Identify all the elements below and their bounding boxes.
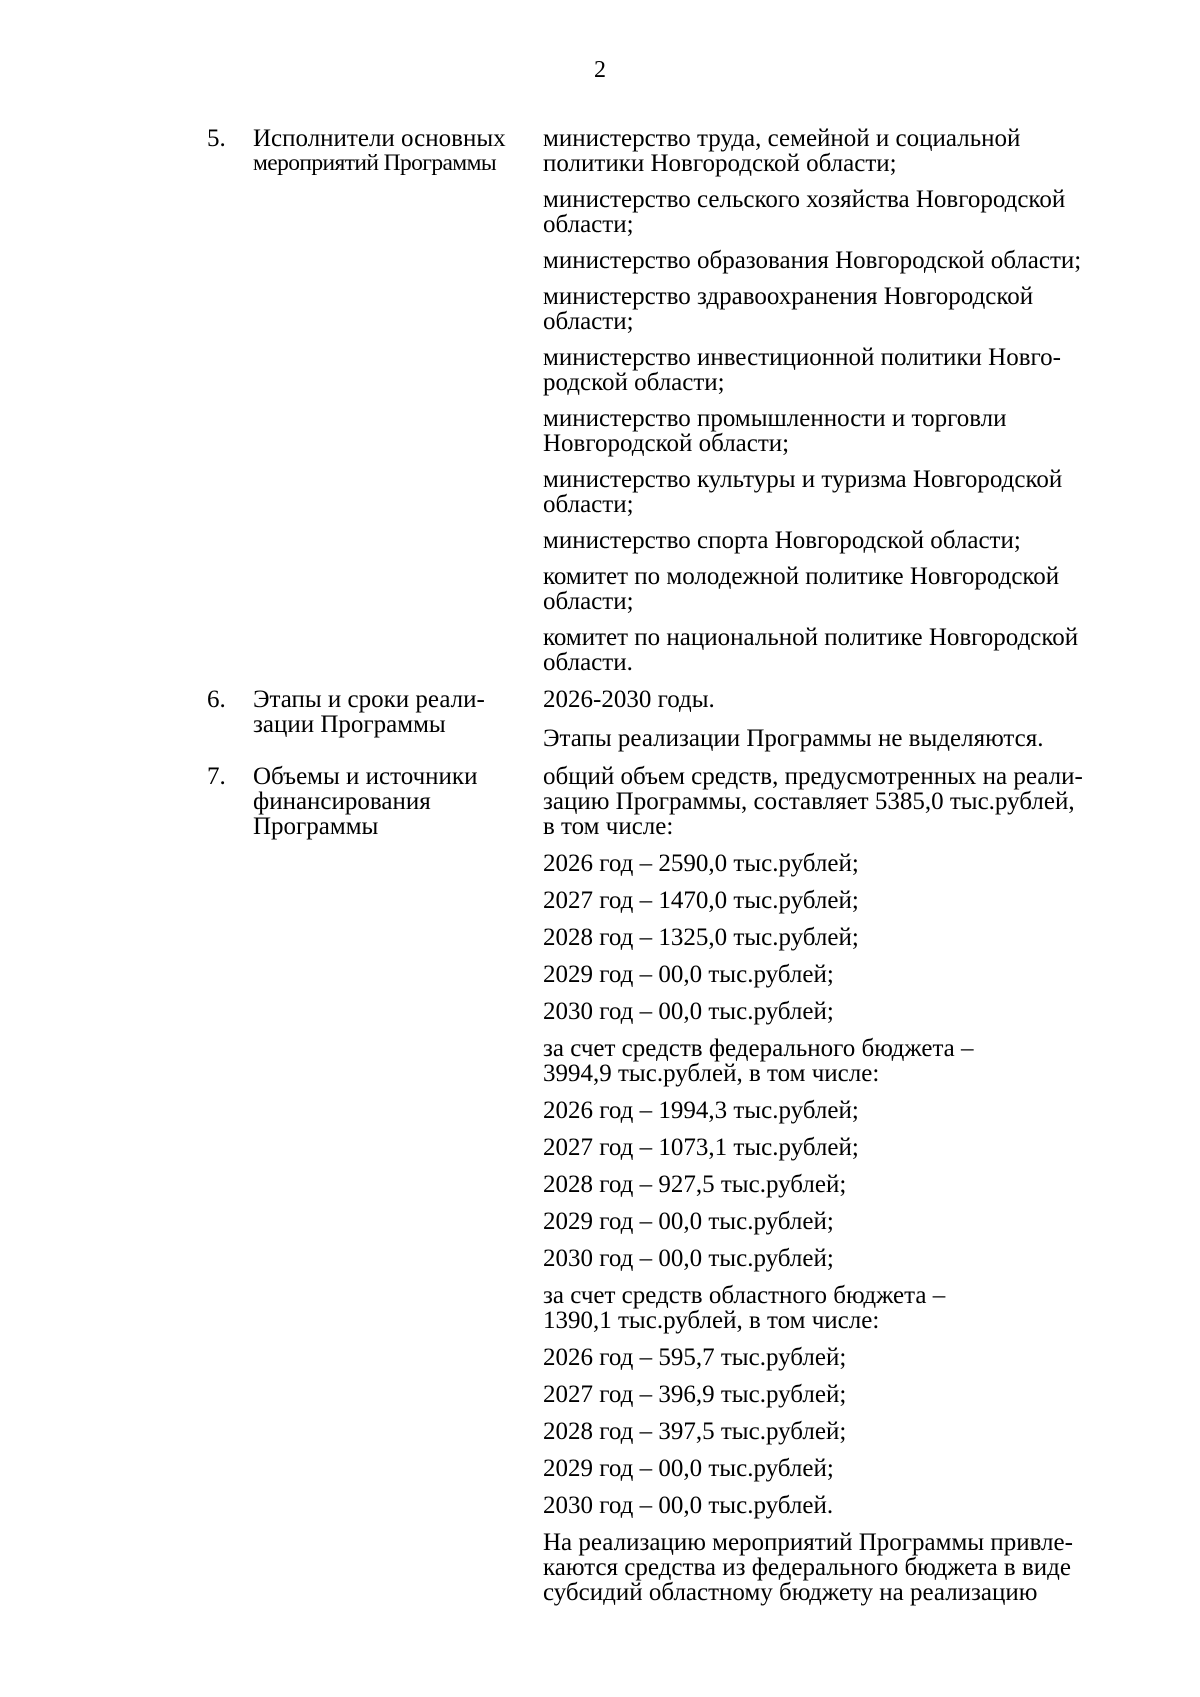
paragraph: [543, 999, 1143, 1024]
row-label-line: Программы: [253, 813, 379, 840]
paragraph: [543, 528, 1143, 553]
paragraph: [543, 406, 1143, 456]
paragraph: [543, 564, 1143, 614]
row-label-line: зации Программы: [253, 711, 446, 738]
paragraph: [543, 888, 1143, 913]
text-line: 2030 год – 00,0 тыс.рублей;: [543, 1245, 834, 1272]
text-line: 2030 год – 00,0 тыс.рублей;: [543, 998, 834, 1025]
paragraph: [543, 726, 1143, 751]
paragraph: [543, 625, 1143, 675]
row-number: 7.: [207, 763, 226, 790]
paragraph: [543, 284, 1143, 334]
text-line: 2029 год – 00,0 тыс.рублей;: [543, 1455, 834, 1482]
text-line: комитет по молодежной политике Новгородской: [543, 563, 1060, 590]
text-line: комитет по национальной политике Новгородской: [543, 624, 1079, 651]
text-line: общий объем средств, предусмотренных на реали-: [543, 763, 1083, 790]
text-line: 2028 год – 397,5 тыс.рублей;: [543, 1418, 847, 1445]
paragraph: [543, 248, 1143, 273]
row-label-line: мероприятий Программы: [253, 150, 497, 176]
paragraph: [543, 764, 1143, 839]
text-line: зацию Программы, составляет 5385,0 тыс.рублей,: [543, 788, 1075, 815]
paragraph: [543, 962, 1143, 987]
paragraph: [543, 1419, 1143, 1444]
row-label-line: финансирования: [253, 788, 431, 815]
paragraph: [543, 1456, 1143, 1481]
text-line: 2026 год – 595,7 тыс.рублей;: [543, 1344, 847, 1371]
text-line: министерство труда, семейной и социальной: [543, 125, 1021, 152]
paragraph: [543, 345, 1143, 395]
paragraph: [543, 1036, 1143, 1086]
paragraph: [543, 1246, 1143, 1271]
text-line: родской области;: [543, 369, 725, 396]
text-line: политики Новгородской области;: [543, 150, 897, 177]
row-label-line: Объемы и источники: [253, 763, 478, 790]
row-label: [253, 764, 523, 839]
text-line: министерство спорта Новгородской области;: [543, 527, 1021, 554]
row-content: [543, 764, 1143, 1617]
paragraph: [543, 187, 1143, 237]
text-line: области;: [543, 211, 634, 238]
text-line: 2026 год – 1994,3 тыс.рублей;: [543, 1097, 859, 1124]
text-line: субсидий областному бюджету на реализацию: [543, 1579, 1038, 1606]
row-number: 5.: [207, 125, 226, 152]
paragraph: [543, 1135, 1143, 1160]
text-line: 2027 год – 1470,0 тыс.рублей;: [543, 887, 859, 914]
row-label-line: Исполнители основных: [253, 125, 506, 152]
paragraph: [543, 1493, 1143, 1518]
paragraph: [543, 1098, 1143, 1123]
text-line: каются средства из федерального бюджета в виде: [543, 1554, 1071, 1581]
text-line: за счет средств областного бюджета –: [543, 1282, 946, 1309]
row-content: [543, 687, 1143, 762]
text-line: министерство образования Новгородской области;: [543, 247, 1082, 274]
paragraph: [543, 1283, 1143, 1333]
paragraph: [543, 126, 1143, 176]
paragraph: [543, 1172, 1143, 1197]
text-line: министерство инвестиционной политики Новго-: [543, 344, 1061, 371]
text-line: области;: [543, 308, 634, 335]
row-label: [253, 126, 523, 176]
text-line: 1390,1 тыс.рублей, в том числе:: [543, 1307, 880, 1334]
text-line: министерство культуры и туризма Новгородской: [543, 466, 1063, 493]
text-line: 2027 год – 396,9 тыс.рублей;: [543, 1381, 847, 1408]
row-content: [543, 126, 1143, 686]
paragraph: [543, 925, 1143, 950]
text-line: области;: [543, 588, 634, 615]
paragraph: [543, 1209, 1143, 1234]
text-line: министерство промышленности и торговли: [543, 405, 1007, 432]
text-line: 3994,9 тыс.рублей, в том числе:: [543, 1060, 880, 1087]
text-line: области.: [543, 649, 633, 676]
paragraph: [543, 1530, 1143, 1605]
text-line: 2028 год – 1325,0 тыс.рублей;: [543, 924, 859, 951]
row-label-line: Этапы и сроки реали-: [253, 686, 485, 713]
text-line: 2026-2030 годы.: [543, 686, 715, 713]
page-number: 2: [594, 57, 606, 83]
text-line: 2029 год – 00,0 тыс.рублей;: [543, 1208, 834, 1235]
text-line: 2026 год – 2590,0 тыс.рублей;: [543, 850, 859, 877]
text-line: 2029 год – 00,0 тыс.рублей;: [543, 961, 834, 988]
paragraph: [543, 1382, 1143, 1407]
text-line: 2027 год – 1073,1 тыс.рублей;: [543, 1134, 859, 1161]
text-line: области;: [543, 491, 634, 518]
text-line: Новгородской области;: [543, 430, 790, 457]
paragraph: [543, 467, 1143, 517]
paragraph: [543, 851, 1143, 876]
paragraph: [543, 1345, 1143, 1370]
text-line: Этапы реализации Программы не выделяются.: [543, 725, 1044, 752]
text-line: министерство здравоохранения Новгородской: [543, 283, 1034, 310]
row-label: [253, 687, 523, 737]
text-line: 2028 год – 927,5 тыс.рублей;: [543, 1171, 847, 1198]
text-line: за счет средств федерального бюджета –: [543, 1035, 974, 1062]
row-number: 6.: [207, 686, 226, 713]
paragraph: [543, 687, 1143, 712]
text-line: в том числе:: [543, 813, 674, 840]
text-line: 2030 год – 00,0 тыс.рублей.: [543, 1492, 834, 1519]
text-line: министерство сельского хозяйства Новгородской: [543, 186, 1066, 213]
text-line: На реализацию мероприятий Программы привле-: [543, 1529, 1073, 1556]
